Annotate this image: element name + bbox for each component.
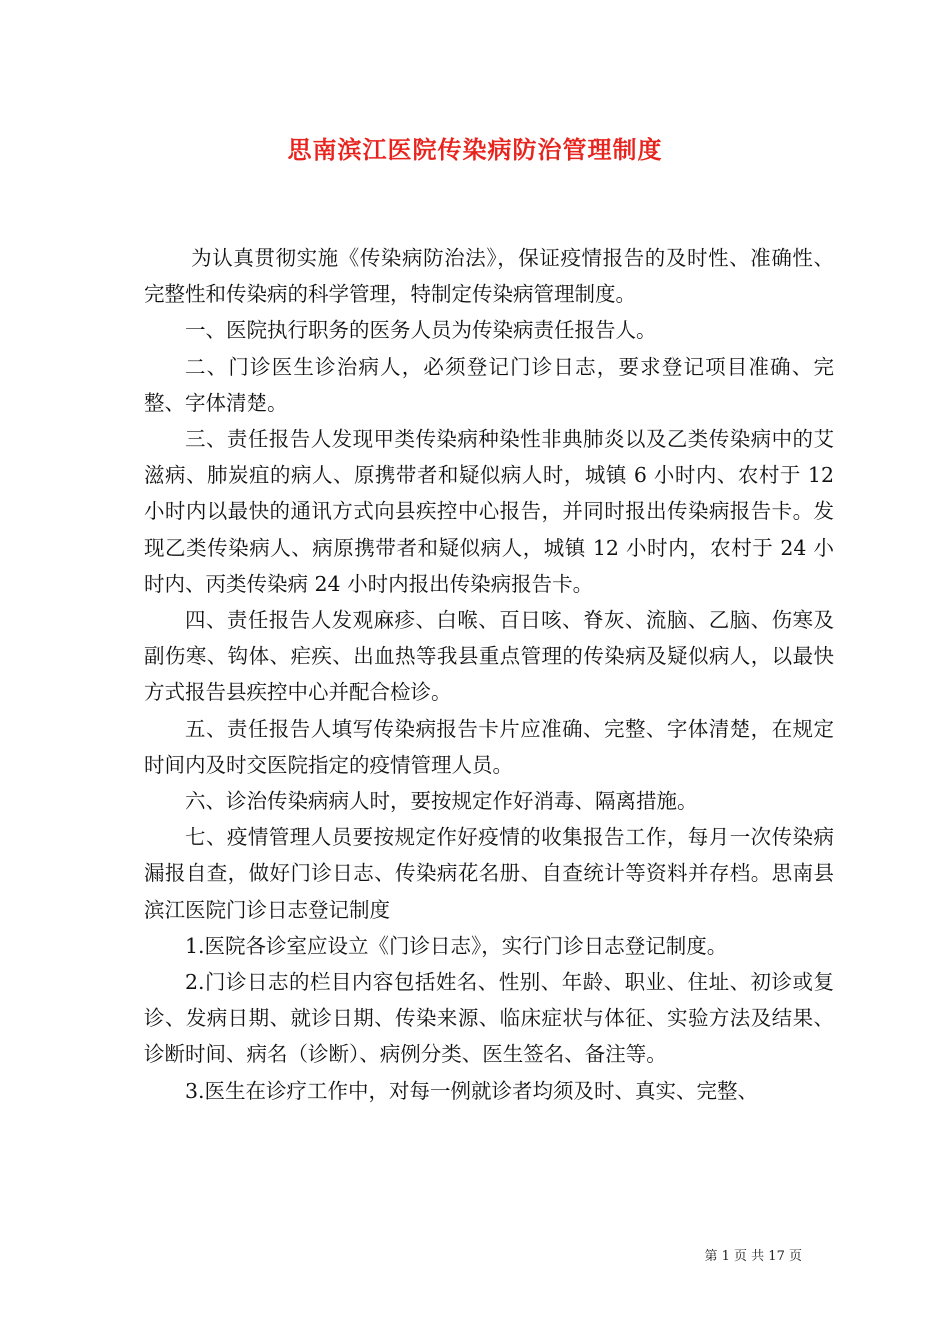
paragraph-2: 二、门诊医生诊治病人，必须登记门诊日志，要求登记项目准确、完整、字体清楚。 bbox=[144, 354, 834, 415]
paragraph-7: 七、疫情管理人员要按规定作好疫情的收集报告工作，每月一次传染病漏报自查，做好门诊日志、传染病花名册、自查统计等资料并存档。思南县滨江医院门诊日志登记制度 bbox=[144, 825, 834, 922]
paragraph-log-3: 3.医生在诊疗工作中，对每一例就诊者均须及时、真实、完整、 bbox=[185, 1078, 759, 1103]
document-body bbox=[144, 240, 834, 1109]
footer-suffix: 页 bbox=[788, 1249, 802, 1264]
page-number-footer bbox=[704, 1248, 802, 1266]
paragraph-5: 五、责任报告人填写传染病报告卡片应准确、完整、字体清楚，在规定时间内及时交医院指定的疫情管理人员。 bbox=[144, 716, 834, 777]
paragraph-3: 三、责任报告人发现甲类传染病种染性非典肺炎以及乙类传染病中的艾滋病、肺炭疽的病人、原携带者和疑似病人时，城镇 6 小时内、农村于 12 小时内以最快的通讯方式向县疾控中心报告，并同时报出传染病报告卡。发现乙类传染病人、病原携带者和疑似病人，城镇 12 小时内，农村于 24 小时内、丙类传染病 24 小时内报出传染病报告卡。 bbox=[144, 427, 834, 596]
document-title: 思南滨江医院传染病防治管理制度 bbox=[287, 135, 663, 164]
paragraph-1: 一、医院执行职务的医务人员为传染病责任报告人。 bbox=[185, 318, 657, 343]
paragraph-log-2: 2.门诊日志的栏目内容包括姓名、性别、年龄、职业、住址、初诊或复诊、发病日期、就诊日期、传染来源、临床症状与体征、实验方法及结果、诊断时间、病名（诊断）、病例分类、医生签名、备注等。 bbox=[144, 970, 834, 1067]
footer-current-page: 1 bbox=[721, 1249, 730, 1264]
footer-prefix: 第 bbox=[704, 1249, 718, 1264]
paragraph-intro: 为认真贯彻实施《传染病防治法》，保证疫情报告的及时性、准确性、完整性和传染病的科学管理，特制定传染病管理制度。 bbox=[144, 246, 834, 307]
paragraph-log-1: 1.医院各诊室应设立《门诊日志》，实行门诊日志登记制度。 bbox=[185, 933, 728, 958]
paragraph-4: 四、责任报告人发观麻疹、白喉、百日咳、脊灰、流脑、乙脑、伤寒及副伤寒、钩体、疟疾、出血热等我县重点管理的传染病及疑似病人，以最快方式报告县疾控中心并配合检诊。 bbox=[144, 608, 834, 705]
footer-total-pages: 17 bbox=[768, 1249, 785, 1264]
footer-middle: 页 共 bbox=[734, 1249, 765, 1264]
paragraph-6: 六、诊治传染病病人时，要按规定作好消毒、隔离措施。 bbox=[185, 789, 698, 814]
